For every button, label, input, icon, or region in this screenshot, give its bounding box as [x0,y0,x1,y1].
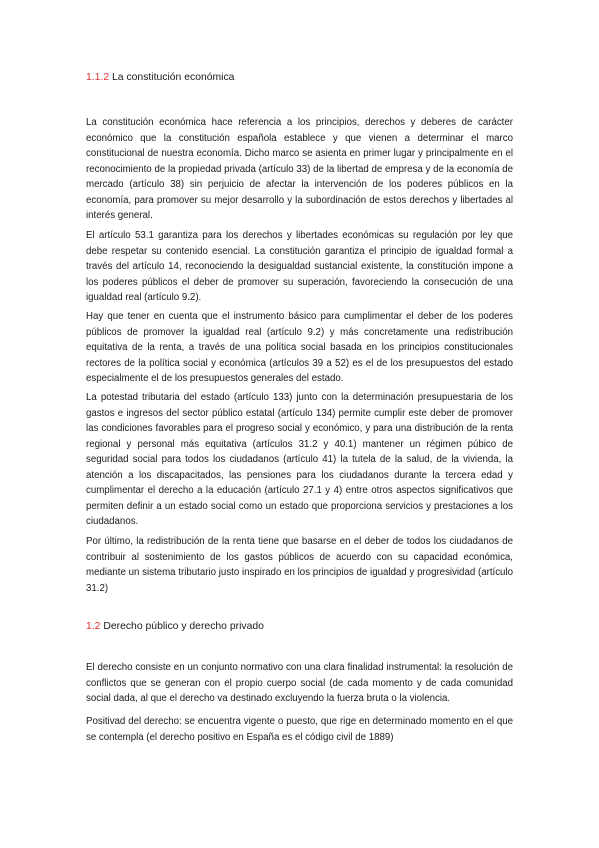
paragraph: La potestad tributaria del estado (artículo 133) junto con la determinación presupuestaria de los gastos e ingresos del sector público estatal (artículo 134) permite cumplir este deber de promover las condiciones favorables para el progreso social y económico, y para una distribución de la renta regional y personal más equitativa (artículos 31.2 y 40.1) mantener un régimen púbico de seguridad social para todos los ciudadanos (artículo 41) la tutela de la salud, de la vivienda, la atención a los discapacitados, las pensiones para los ciudadanos durante la tercera edad y cumplimentar el derecho a la educación (artículo 27.1 y 4) entre otros aspectos significativos que permiten definir a un estado social como un estado que proporciona servicios y prestaciones a los ciudadanos. [86,392,513,527]
section-title: Derecho público y derecho privado [103,621,264,632]
paragraph: Positivad del derecho: se encuentra vigente o puesto, que rige en determinado momento en el que se contempla (el derecho positivo en España es el código civil de 1889) [86,716,513,743]
section-heading-constitucion-economica [86,71,234,85]
paragraph: Hay que tener en cuenta que el instrumento básico para cumplimentar el deber de los poderes públicos de promover la igualdad real (artículo 9.2) y más concretamente una redistribución equitativa de la renta, a través de una política social basada en los principios constitucionales rectores de la política social y económica (artículos 39 a 52) es el de los presupuestos del estado especialmente el de los presupuestos generales del estado. [86,311,513,384]
paragraph: Por último, la redistribución de la renta tiene que basarse en el deber de todos los ciudadanos de contribuir al sostenimiento de los gastos públicos de acuerdo con su capacidad económica, mediante un sistema tributario justo inspirado en los principios de igualdad y progresividad (artículo 31.2) [86,536,513,594]
section-number: 1.2 [86,621,101,632]
paragraph: El derecho consiste en un conjunto normativo con una clara finalidad instrumental: la resolución de conflictos que se generan con el propio cuerpo social (de cada momento y de cada comunidad social dada, al que el derecho va destinado excluyendo la fuerza bruta o la violencia. [86,662,513,704]
paragraph: La constitución económica hace referencia a los principios, derechos y deberes de carácter económico que la constitución española establece y que vienen a determinar el marco constitucional de nuestra economía. Dicho marco se asienta en primer lugar y principalmente en el reconocimiento de la propiedad privada (artículo 33) de la libertad de empresa y de la economía de mercado (artículo 38) sin perjuicio de afectar la intervención de los poderes públicos en la economía, para promover su mejor desarrollo y la subordinación de estos derechos y libertades al interés general. [86,117,513,221]
section-heading-derecho-publico-privado [86,620,264,634]
section-number: 1.1.2 [86,72,110,83]
section-title: La constitución económica [112,72,235,83]
paragraph: El artículo 53.1 garantiza para los derechos y libertades económicas su regulación por ley que debe respetar su contenido esencial. La constitución garantiza el principio de igualdad formal a través del artículo 14, reconociendo la desigualdad sustancial existente, la constitución impone a los poderes públicos el deber de promover su superación, favoreciendo la consecución de una igualdad real (artículo 9.2). [86,230,513,303]
